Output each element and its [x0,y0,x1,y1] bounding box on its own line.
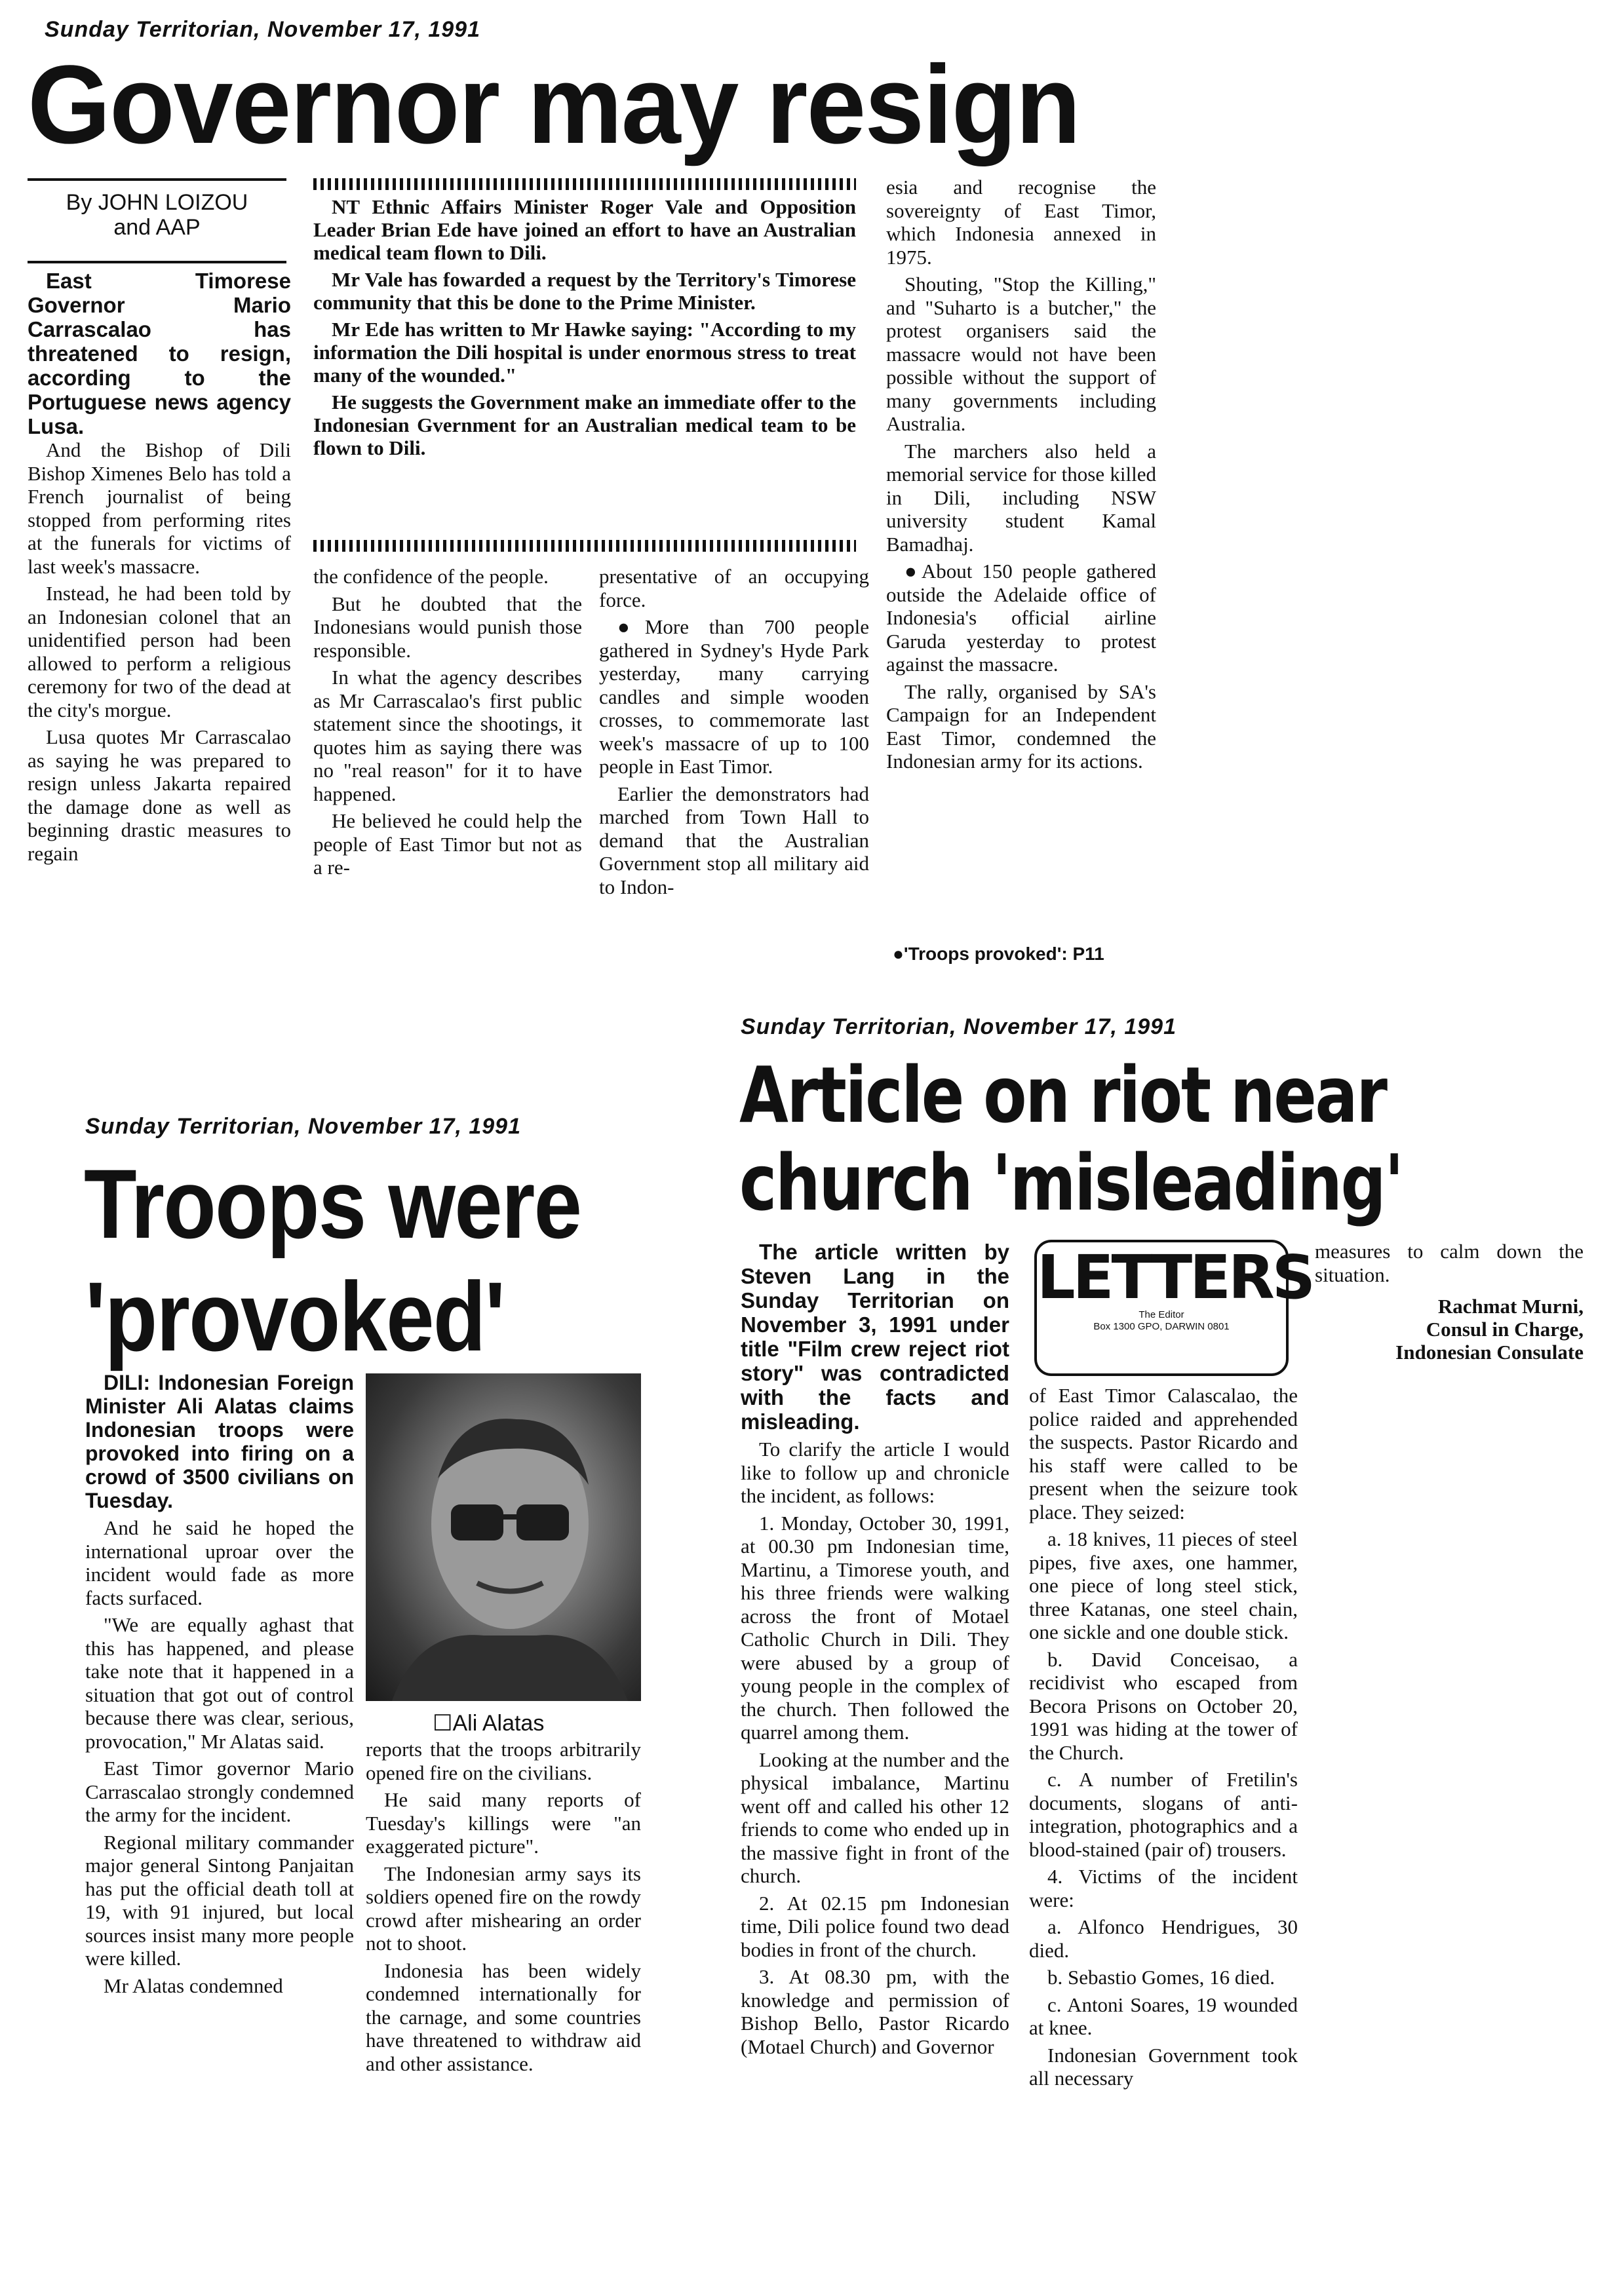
article2-col1-paragraph: "We are equally aghast that this has happened, and please take note that it happened in a situation that got out of control because there was clear, serious, provocation," Mr Alatas said. [85,1613,354,1753]
article1-col2-paragraph: In what the agency describes as Mr Carrascalao's first public statement since the shootings, it quotes him as saying there was no "real reason" for it to have happened. [313,666,582,805]
letters-logo [1034,1240,1313,1376]
article2-col2-paragraph: reports that the troops arbitrarily opened fire on the civilians. [366,1738,641,1784]
article1-column-4 [886,176,1156,941]
article3-col2-paragraph: Indonesian Government took all necessary [1029,2043,1298,2090]
article1-lead: East Timorese Governor Mario Carrascalao has threatened to resign, according to the Portuguese news agency Lusa. [28,269,291,438]
article3-col2-paragraph: of East Timor Calascalao, the police raided and apprehended the suspects. Pastor Ricardo and his staff were called to be present when the seizure took place. They seized: [1029,1384,1298,1523]
article1-column-3 [599,565,869,978]
ali-alatas-photo [366,1373,641,1701]
article3-headline-line1: Article on riot near [739,1050,1386,1140]
article3-col2-paragraph: 4. Victims of the incident were: [1029,1865,1298,1911]
article1-col1-paragraph: And the Bishop of Dili Bishop Ximenes Belo has told a French journalist of being stopped from performing rites at the funerals for victims of last week's massacre. [28,438,291,578]
article1-col2-paragraph: the confidence of the people. [313,565,549,588]
article2-dateline: Sunday Territorian, November 17, 1991 [85,1114,521,1139]
article1-col3-paragraph: ●More than 700 people gathered in Sydney's Hyde Park yesterday, many carrying candles and simple wooden crosses, to commemorate last week's massacre of up to 100 people in East Timor. [599,615,869,778]
signature-name: Rachmat Murni, [1437,1295,1584,1318]
article3-column-2 [1029,1384,1298,2263]
article1-see-also: ●'Troops provoked': P11 [893,944,1104,964]
article2-lead: DILI: Indonesian Foreign Minister Ali Alatas claims Indonesian troops were provoked into firing on a crowd of 3500 civilians on Tuesday. [85,1371,354,1512]
article2-col2-paragraph: He said many reports of Tuesday's killings were "an exaggerated picture". [366,1788,641,1858]
article2-headline-line2: 'provoked' [85,1261,505,1371]
article1-byline-author: By JOHN LOIZOU [66,190,248,215]
article1-col2-paragraph: But he doubted that the Indonesians would punish those responsible. [313,592,582,662]
letters-logo-editor: The Editor [1138,1309,1184,1320]
article2-column-2 [366,1738,641,2224]
article1-dateline: Sunday Territorian, November 17, 1991 [45,17,480,42]
article1-box-paragraph: Mr Ede has written to Mr Hawke saying: "According to my information the Dili hospital is under enormous stress to treat many of the wounded." [313,318,856,387]
article1-box [313,195,856,536]
article1-col3-paragraph: presentative of an occupying force. [599,565,869,611]
article2-col1-paragraph: And he said he hoped the international uproar over the incident would fade as more facts surfaced. [85,1516,354,1609]
portrait-figure [366,1373,641,1701]
article1-col4-paragraph: esia and recognise the sovereignty of East Timor, which Indonesia annexed in 1975. [886,176,1156,269]
letter-signature [1315,1295,1584,1364]
article3-col2-paragraph: b. David Conceisao, a recidivist who escaped from Becora Prisons on October 20, 1991 was hiding at the tower of the Church. [1029,1647,1298,1764]
article2-col2-paragraph: Indonesia has been widely condemned internationally for the carnage, and some countries have threatened to withdraw aid and other assistance. [366,1959,641,2075]
article3-lead: The article written by Steven Lang in the Sunday Territorian on November 3, 1991 under title "Film crew reject riot story" was contradicted with the facts and misleading. [741,1240,1009,1434]
article1-byline-rule [28,178,286,181]
article1-col4-paragraph: ●About 150 people gathered outside the Adelaide office of Indonesia's official airline Garuda yesterday to protest against the massacre. [886,560,1156,676]
article2-headline-line1: Troops were [84,1149,581,1259]
article3-headline-line2: church 'misleading' [739,1138,1403,1228]
article1-column-2 [313,565,582,978]
photo-caption: ☐Ali Alatas [433,1711,545,1736]
article1-box-bottom-rule [313,540,856,552]
article1-col2-paragraph: He believed he could help the people of East Timor but not as a re- [313,809,582,879]
article1-col3-paragraph: Earlier the demonstrators had marched from Town Hall to demand that the Australian Government stop all military aid to Indon- [599,782,869,898]
article3-col1-paragraph: Looking at the number and the physical imbalance, Martinu went off and called his other 12 friends to come who ended up in the massive fight in front of the church. [741,1748,1009,1887]
article2-col1-paragraph: East Timor governor Mario Carrascalao strongly condemned the army for the incident. [85,1757,354,1826]
article2-col1-paragraph: Mr Alatas condemned [104,1974,283,1997]
article3-col2-paragraph: c. Antoni Soares, 19 wounded at knee. [1029,1993,1298,2039]
letters-logo-word: LETTERS [1037,1242,1313,1312]
article1-col1-paragraph: Lusa quotes Mr Carrascalao as saying he was prepared to resign unless Jakarta repaired the damage done as well as beginning drastic measures to regain [28,725,291,865]
article3-col1-paragraph: 3. At 08.30 pm, with the knowledge and permission of Bishop Bello, Pastor Ricardo (Motael Church) and Governor [741,1965,1009,2058]
article1-box-top-rule [313,178,856,190]
article3-col1-paragraph: 2. At 02.15 pm Indonesian time, Dili police found two dead bodies in front of the church. [741,1891,1009,1961]
article3-col2-paragraph: a. Alfonco Hendrigues, 30 died. [1029,1915,1298,1962]
article3-col2-paragraph: a. 18 knives, 11 pieces of steel pipes, five axes, one hammer, one piece of long steel stick, three Katanas, one steel chain, one sickle and one double stick. [1029,1527,1298,1643]
letters-logo-address: Box 1300 GPO, DARWIN 0801 [1093,1321,1230,1332]
article3-column-1 [741,1240,1009,2263]
article3-column-3 [1315,1240,1584,1292]
article1-box-paragraph: Mr Vale has fowarded a request by the Territory's Timorese community that this be done to the Prime Minister. [313,268,856,314]
signature-title: Consul in Charge, [1426,1318,1584,1341]
article1-col4-paragraph: The marchers also held a memorial service for those killed in Dili, including NSW university student Kamal Bamadhaj. [886,439,1156,556]
article1-byline-agency: and AAP [113,215,201,240]
article3-dateline: Sunday Territorian, November 17, 1991 [741,1014,1177,1039]
article1-box-paragraph: He suggests the Government make an immediate offer to the Indonesian Gvernment for an Australian medical team to be flown to Dili. [313,391,856,459]
article3-col2-paragraph: b. Sebastio Gomes, 16 died. [1047,1966,1275,1989]
article1-byline-rule-bottom [28,261,286,263]
article1-headline: Governor may resign [28,43,1080,167]
article2-column-1 [85,1371,354,2224]
article1-col1-paragraph: Instead, he had been told by an Indonesian colonel that an unidentified person had been allowed to perform a religious ceremony for two of the dead at the city's morgue. [28,582,291,721]
article1-column-1 [28,269,291,976]
signature-org: Indonesian Consulate [1395,1341,1584,1364]
article1-col4-paragraph: The rally, organised by SA's Campaign for an Independent East Timor, condemned the Indonesian army for its actions. [886,679,1156,773]
article1-col4-paragraph: Shouting, "Stop the Killing," and "Suharto is a butcher," the protest organisers said the massacre would not have been possible without the support of many governments including Australia. [886,273,1156,435]
article1-byline [28,190,286,240]
article3-col1-paragraph: To clarify the article I would like to follow up and chronicle the incident, as follows: [741,1438,1009,1507]
article1-box-paragraph: NT Ethnic Affairs Minister Roger Vale and Opposition Leader Brian Ede have joined an effort to have an Australian medical team flown to Dili. [313,195,856,264]
article2-col1-paragraph: Regional military commander major general Sintong Panjaitan has put the official death toll at 19, with 91 injured, but local sources insist many more people were killed. [85,1830,354,1970]
article3-col1-paragraph: 1. Monday, October 30, 1991, at 00.30 pm Indonesian time, Martinu, a Timorese youth, and his three friends were walking across the front of Motael Catholic Church in Dili. They were abused by a group of young people in the complex of the church. Then followed the quarrel among them. [741,1511,1009,1744]
article2-col2-paragraph: The Indonesian army says its soldiers opened fire on the rowdy crowd after mishearing an order not to shoot. [366,1862,641,1955]
article3-col2-paragraph: c. A number of Fretilin's documents, slogans of anti-integration, photographics and a blood-stained (pair of) trousers. [1029,1768,1298,1861]
article3-col3-paragraph: measures to calm down the situation. [1315,1240,1584,1286]
